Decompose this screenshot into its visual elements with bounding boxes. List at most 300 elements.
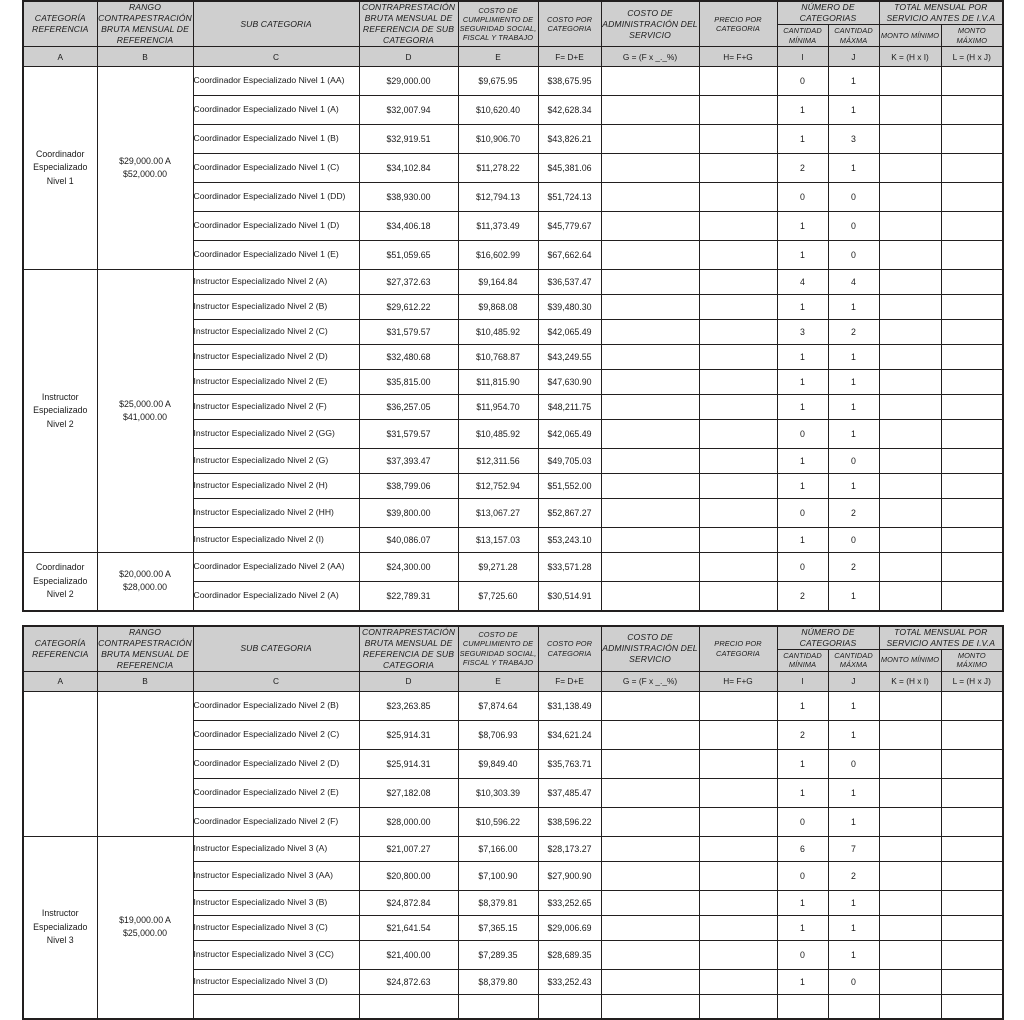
cell-sub-categoria: Coordinador Especializado Nivel 1 (B) [193,125,359,154]
cell-cantidad-maxima: 0 [828,183,879,212]
cell-contraprestacion-sub: $32,007.94 [359,96,458,125]
header-group-row [23,626,1003,650]
cell-monto-minimo [879,154,941,183]
cell-contraprestacion-sub: $21,641.54 [359,915,458,940]
cell-sub-categoria: Coordinador Especializado Nivel 1 (E) [193,241,359,270]
cell-cantidad-minima: 1 [777,778,828,807]
cell-costo-categoria: $34,621.24 [538,720,601,749]
cell-sub-categoria: Instructor Especializado Nivel 2 (HH) [193,499,359,528]
cell-cantidad-minima: 1 [777,295,828,320]
cell-precio-categoria [699,370,777,395]
cell-monto-minimo [879,749,941,778]
key-b: B [97,671,193,691]
cell-costo-categoria: $29,006.69 [538,915,601,940]
cell-cantidad-minima: 0 [777,183,828,212]
cell-costo-seguridad: $13,157.03 [458,528,538,553]
cell-monto-maximo [941,449,1003,474]
cell-monto-minimo [879,345,941,370]
cell-sub-categoria: Coordinador Especializado Nivel 2 (AA) [193,553,359,582]
cell-monto-minimo [879,915,941,940]
cell-cantidad-minima [777,994,828,1019]
cell-costo-seguridad: $12,794.13 [458,183,538,212]
cell-contraprestacion-sub: $38,799.06 [359,474,458,499]
rate-table-2-clip [22,625,1002,1003]
cell-categoria-referencia: Instructor Especializado Nivel 2 [23,270,97,553]
cell-sub-categoria: Instructor Especializado Nivel 3 (C) [193,915,359,940]
cell-costo-administracion [601,528,699,553]
cell-cantidad-minima: 6 [777,836,828,861]
cell-cantidad-minima: 0 [777,807,828,836]
cell-contraprestacion-sub: $51,059.65 [359,241,458,270]
cell-costo-administracion [601,749,699,778]
header-cantidad-maxima: CANTIDAD MÁXMA [828,649,879,671]
cell-monto-maximo [941,395,1003,420]
header-monto-minimo: MONTO MÍNIMO [879,25,941,47]
cell-cantidad-maxima: 1 [828,474,879,499]
cell-costo-categoria: $35,763.71 [538,749,601,778]
header-precio-categoria: PRECIO POR CATEGORIA [699,626,777,672]
header-costo-categoria: COSTO POR CATEGORIA [538,626,601,672]
cell-monto-minimo [879,420,941,449]
cell-precio-categoria [699,154,777,183]
header-costo-admin: COSTO DE ADMINISTRACIÓN DEL SERVICIO [601,1,699,47]
cell-monto-maximo [941,861,1003,890]
cell-costo-seguridad: $7,100.90 [458,861,538,890]
cell-costo-seguridad: $13,067.27 [458,499,538,528]
cell-costo-categoria: $37,485.47 [538,778,601,807]
cell-contraprestacion-sub: $25,914.31 [359,749,458,778]
cell-precio-categoria [699,67,777,96]
cell-costo-administracion [601,720,699,749]
cell-cantidad-maxima: 0 [828,449,879,474]
rate-table-2 [22,625,1004,1020]
cell-precio-categoria [699,241,777,270]
key-a: A [23,671,97,691]
cell-monto-maximo [941,915,1003,940]
cell-cantidad-minima: 2 [777,582,828,611]
cell-cantidad-minima: 1 [777,96,828,125]
header-sub-categoria: SUB CATEGORIA [193,626,359,672]
cell-sub-categoria: Coordinador Especializado Nivel 2 (C) [193,720,359,749]
key-a: A [23,47,97,67]
cell-costo-seguridad: $12,752.94 [458,474,538,499]
cell-precio-categoria [699,474,777,499]
cell-costo-seguridad: $8,379.81 [458,890,538,915]
cell-costo-administracion [601,212,699,241]
cell-cantidad-maxima: 1 [828,295,879,320]
cell-costo-administracion [601,915,699,940]
key-g: G = (F x _._%) [601,47,699,67]
cell-costo-administracion [601,449,699,474]
cell-precio-categoria [699,183,777,212]
cell-sub-categoria [193,994,359,1019]
cell-costo-categoria: $67,662.64 [538,241,601,270]
cell-monto-minimo [879,474,941,499]
cell-cantidad-maxima: 0 [828,969,879,994]
cell-cantidad-minima: 1 [777,370,828,395]
key-g: G = (F x _._%) [601,671,699,691]
cell-precio-categoria [699,528,777,553]
cell-contraprestacion-sub: $27,372.63 [359,270,458,295]
cell-sub-categoria: Coordinador Especializado Nivel 1 (C) [193,154,359,183]
cell-costo-categoria: $33,571.28 [538,553,601,582]
key-k: K = (H x I) [879,671,941,691]
cell-contraprestacion-sub: $25,914.31 [359,720,458,749]
cell-monto-maximo [941,807,1003,836]
cell-precio-categoria [699,395,777,420]
cell-monto-maximo [941,320,1003,345]
cell-sub-categoria: Coordinador Especializado Nivel 2 (F) [193,807,359,836]
cell-costo-seguridad [458,994,538,1019]
key-j: J [828,47,879,67]
cell-monto-minimo [879,890,941,915]
cell-costo-administracion [601,807,699,836]
cell-costo-categoria: $38,675.95 [538,67,601,96]
cell-precio-categoria [699,125,777,154]
cell-costo-seguridad: $7,289.35 [458,940,538,969]
cell-monto-maximo [941,890,1003,915]
cell-precio-categoria [699,994,777,1019]
cell-monto-maximo [941,499,1003,528]
cell-precio-categoria [699,836,777,861]
cell-sub-categoria: Coordinador Especializado Nivel 2 (D) [193,749,359,778]
header-categoria-referencia: CATEGORÍA REFERENCIA [23,1,97,47]
cell-cantidad-minima: 1 [777,449,828,474]
cell-monto-maximo [941,994,1003,1019]
cell-sub-categoria: Instructor Especializado Nivel 3 (AA) [193,861,359,890]
cell-contraprestacion-sub: $20,800.00 [359,861,458,890]
table-1-header [23,1,1003,67]
cell-categoria-referencia [23,691,97,836]
cell-sub-categoria: Coordinador Especializado Nivel 1 (AA) [193,67,359,96]
cell-monto-minimo [879,499,941,528]
cell-contraprestacion-sub: $21,400.00 [359,940,458,969]
cell-costo-seguridad: $9,868.08 [458,295,538,320]
cell-cantidad-maxima: 0 [828,212,879,241]
cell-sub-categoria: Coordinador Especializado Nivel 1 (DD) [193,183,359,212]
table-row [23,270,1003,295]
cell-monto-minimo [879,691,941,720]
cell-costo-administracion [601,270,699,295]
cell-costo-categoria: $47,630.90 [538,370,601,395]
column-key-row [23,47,1003,67]
cell-cantidad-maxima: 1 [828,807,879,836]
key-h: H= F+G [699,47,777,67]
key-f: F= D+E [538,47,601,67]
header-cantidad-maxima: CANTIDAD MÁXMA [828,25,879,47]
cell-cantidad-maxima: 0 [828,749,879,778]
cell-costo-administracion [601,778,699,807]
table-row [23,553,1003,582]
header-total-mensual: TOTAL MENSUAL POR SERVICIO ANTES DE I.V.A [879,1,1003,25]
cell-precio-categoria [699,691,777,720]
header-cantidad-minima: CANTIDAD MÍNIMA [777,25,828,47]
cell-costo-categoria [538,994,601,1019]
cell-costo-categoria: $27,900.90 [538,861,601,890]
cell-cantidad-minima: 0 [777,940,828,969]
cell-cantidad-minima: 1 [777,749,828,778]
cell-costo-seguridad: $8,706.93 [458,720,538,749]
cell-costo-administracion [601,994,699,1019]
cell-monto-minimo [879,395,941,420]
cell-contraprestacion-sub: $23,263.85 [359,691,458,720]
cell-costo-categoria: $42,065.49 [538,320,601,345]
cell-costo-seguridad: $11,954.70 [458,395,538,420]
cell-monto-minimo [879,994,941,1019]
header-costo-categoria: COSTO POR CATEGORIA [538,1,601,47]
cell-contraprestacion-sub: $31,579.57 [359,320,458,345]
cell-contraprestacion-sub: $32,480.68 [359,345,458,370]
header-precio-categoria: PRECIO POR CATEGORIA [699,1,777,47]
cell-cantidad-maxima: 1 [828,345,879,370]
cell-costo-categoria: $28,689.35 [538,940,601,969]
cell-costo-seguridad: $11,815.90 [458,370,538,395]
table-row [23,67,1003,96]
cell-rango-contraprestacion: $25,000.00 A $41,000.00 [97,270,193,553]
key-d: D [359,671,458,691]
cell-costo-seguridad: $7,166.00 [458,836,538,861]
cell-costo-categoria: $51,724.13 [538,183,601,212]
cell-monto-maximo [941,969,1003,994]
header-monto-maximo: MONTO MÁXIMO [941,649,1003,671]
cell-cantidad-maxima: 1 [828,154,879,183]
header-total-mensual: TOTAL MENSUAL POR SERVICIO ANTES DE I.V.A [879,626,1003,650]
cell-contraprestacion-sub: $38,930.00 [359,183,458,212]
header-costo-seguridad: COSTO DE CUMPLIMIENTO DE SEGURIDAD SOCIAL, FISCAL Y TRABAJO [458,626,538,672]
cell-sub-categoria: Instructor Especializado Nivel 3 (D) [193,969,359,994]
cell-monto-maximo [941,940,1003,969]
cell-cantidad-maxima: 1 [828,582,879,611]
cell-sub-categoria: Instructor Especializado Nivel 2 (F) [193,395,359,420]
cell-precio-categoria [699,807,777,836]
cell-contraprestacion-sub: $27,182.08 [359,778,458,807]
cell-costo-categoria: $33,252.43 [538,969,601,994]
cell-monto-maximo [941,125,1003,154]
cell-cantidad-minima: 2 [777,154,828,183]
cell-costo-categoria: $45,381.06 [538,154,601,183]
cell-sub-categoria: Instructor Especializado Nivel 3 (A) [193,836,359,861]
cell-costo-administracion [601,969,699,994]
cell-costo-categoria: $45,779.67 [538,212,601,241]
cell-cantidad-minima: 1 [777,212,828,241]
cell-cantidad-maxima: 1 [828,96,879,125]
cell-contraprestacion-sub: $39,800.00 [359,499,458,528]
cell-monto-minimo [879,836,941,861]
cell-costo-administracion [601,154,699,183]
cell-cantidad-maxima: 1 [828,915,879,940]
key-j: J [828,671,879,691]
cell-cantidad-maxima: 2 [828,861,879,890]
cell-monto-minimo [879,67,941,96]
cell-costo-administracion [601,940,699,969]
cell-costo-categoria: $42,628.34 [538,96,601,125]
cell-cantidad-minima: 0 [777,553,828,582]
cell-categoria-referencia: Coordinador Especializado Nivel 2 [23,553,97,611]
cell-precio-categoria [699,778,777,807]
cell-monto-minimo [879,807,941,836]
key-f: F= D+E [538,671,601,691]
cell-monto-minimo [879,320,941,345]
cell-precio-categoria [699,295,777,320]
cell-costo-administracion [601,345,699,370]
cell-precio-categoria [699,420,777,449]
cell-contraprestacion-sub: $22,789.31 [359,582,458,611]
cell-precio-categoria [699,915,777,940]
cell-costo-categoria: $51,552.00 [538,474,601,499]
table-1-body [23,67,1003,611]
key-d: D [359,47,458,67]
cell-monto-maximo [941,183,1003,212]
cell-precio-categoria [699,320,777,345]
cell-costo-seguridad: $8,379.80 [458,969,538,994]
cell-costo-seguridad: $10,620.40 [458,96,538,125]
cell-precio-categoria [699,449,777,474]
cell-costo-seguridad: $7,365.15 [458,915,538,940]
cell-contraprestacion-sub [359,994,458,1019]
cell-costo-categoria: $48,211.75 [538,395,601,420]
cell-cantidad-maxima: 0 [828,528,879,553]
cell-precio-categoria [699,212,777,241]
cell-cantidad-maxima: 1 [828,890,879,915]
cell-costo-administracion [601,836,699,861]
key-i: I [777,671,828,691]
cell-costo-seguridad: $9,675.95 [458,67,538,96]
cell-costo-administracion [601,420,699,449]
cell-costo-administracion [601,96,699,125]
cell-costo-categoria: $38,596.22 [538,807,601,836]
header-group-row [23,1,1003,25]
header-categoria-referencia: CATEGORÍA REFERENCIA [23,626,97,672]
key-b: B [97,47,193,67]
header-monto-maximo: MONTO MÁXIMO [941,25,1003,47]
cell-costo-categoria: $52,867.27 [538,499,601,528]
cell-cantidad-maxima: 1 [828,940,879,969]
cell-precio-categoria [699,499,777,528]
cell-cantidad-minima: 1 [777,915,828,940]
cell-sub-categoria: Coordinador Especializado Nivel 2 (E) [193,778,359,807]
header-costo-admin: COSTO DE ADMINISTRACIÓN DEL SERVICIO [601,626,699,672]
cell-monto-minimo [879,720,941,749]
cell-costo-administracion [601,691,699,720]
cell-monto-maximo [941,241,1003,270]
cell-cantidad-maxima: 1 [828,420,879,449]
cell-monto-minimo [879,241,941,270]
cell-cantidad-maxima: 1 [828,395,879,420]
cell-monto-minimo [879,861,941,890]
cell-costo-seguridad: $12,311.56 [458,449,538,474]
cell-sub-categoria: Coordinador Especializado Nivel 2 (A) [193,582,359,611]
cell-monto-maximo [941,528,1003,553]
cell-contraprestacion-sub: $24,872.63 [359,969,458,994]
cell-costo-administracion [601,67,699,96]
cell-sub-categoria: Instructor Especializado Nivel 2 (C) [193,320,359,345]
cell-costo-seguridad: $7,874.64 [458,691,538,720]
cell-sub-categoria: Instructor Especializado Nivel 2 (H) [193,474,359,499]
cell-costo-administracion [601,474,699,499]
cell-costo-seguridad: $10,768.87 [458,345,538,370]
cell-rango-contraprestacion [97,691,193,836]
cell-monto-maximo [941,370,1003,395]
cell-costo-categoria: $49,705.03 [538,449,601,474]
cell-rango-contraprestacion: $19,000.00 A $25,000.00 [97,836,193,1019]
cell-costo-categoria: $30,514.91 [538,582,601,611]
cell-contraprestacion-sub: $21,007.27 [359,836,458,861]
cell-costo-seguridad: $10,485.92 [458,420,538,449]
cell-contraprestacion-sub: $24,872.84 [359,890,458,915]
cell-contraprestacion-sub: $29,612.22 [359,295,458,320]
cell-precio-categoria [699,890,777,915]
cell-monto-maximo [941,553,1003,582]
cell-precio-categoria [699,553,777,582]
cell-monto-maximo [941,154,1003,183]
cell-costo-seguridad: $10,485.92 [458,320,538,345]
cell-cantidad-maxima: 1 [828,720,879,749]
cell-categoria-referencia: Coordinador Especializado Nivel 1 [23,67,97,270]
cell-sub-categoria: Coordinador Especializado Nivel 1 (A) [193,96,359,125]
cell-monto-minimo [879,582,941,611]
key-c: C [193,47,359,67]
cell-monto-maximo [941,836,1003,861]
header-numero-categorias: NÚMERO DE CATEGORIAS [777,626,879,650]
header-contraprestacion-sub: CONTRAPRESTACIÓN BRUTA MENSUAL DE REFERENCIA DE SUB CATEGORIA [359,1,458,47]
cell-costo-seguridad: $16,602.99 [458,241,538,270]
cell-cantidad-minima: 4 [777,270,828,295]
cell-monto-minimo [879,940,941,969]
cell-monto-minimo [879,295,941,320]
cell-monto-minimo [879,96,941,125]
header-rango: RANGO CONTRAPESTRACIÓN BRUTA MENSUAL DE REFERENCIA [97,1,193,47]
cell-cantidad-minima: 1 [777,691,828,720]
cell-monto-minimo [879,553,941,582]
cell-precio-categoria [699,345,777,370]
cell-costo-categoria: $33,252.65 [538,890,601,915]
cell-contraprestacion-sub: $35,815.00 [359,370,458,395]
cell-contraprestacion-sub: $32,919.51 [359,125,458,154]
cell-monto-minimo [879,969,941,994]
header-rango: RANGO CONTRAPESTRACIÓN BRUTA MENSUAL DE REFERENCIA [97,626,193,672]
cell-costo-administracion [601,395,699,420]
cell-cantidad-maxima: 0 [828,241,879,270]
cell-sub-categoria: Instructor Especializado Nivel 2 (B) [193,295,359,320]
cell-costo-categoria: $53,243.10 [538,528,601,553]
cell-contraprestacion-sub: $37,393.47 [359,449,458,474]
cell-contraprestacion-sub: $34,406.18 [359,212,458,241]
cell-monto-maximo [941,295,1003,320]
cell-cantidad-maxima: 1 [828,691,879,720]
cell-monto-minimo [879,183,941,212]
cell-cantidad-minima: 1 [777,528,828,553]
cell-costo-administracion [601,582,699,611]
cell-cantidad-minima: 1 [777,969,828,994]
cell-costo-categoria: $28,173.27 [538,836,601,861]
rate-table-1 [22,0,1004,612]
table-row [23,836,1003,861]
cell-monto-maximo [941,691,1003,720]
header-cantidad-minima: CANTIDAD MÍNIMA [777,649,828,671]
cell-monto-maximo [941,67,1003,96]
cell-cantidad-maxima: 2 [828,320,879,345]
cell-costo-administracion [601,241,699,270]
key-k: K = (H x I) [879,47,941,67]
cell-sub-categoria: Coordinador Especializado Nivel 1 (D) [193,212,359,241]
cell-sub-categoria: Instructor Especializado Nivel 2 (A) [193,270,359,295]
cell-cantidad-minima: 1 [777,125,828,154]
header-contraprestacion-sub: CONTRAPRESTACIÓN BRUTA MENSUAL DE REFERENCIA DE SUB CATEGORIA [359,626,458,672]
cell-costo-seguridad: $9,849.40 [458,749,538,778]
cell-costo-administracion [601,890,699,915]
cell-monto-maximo [941,270,1003,295]
column-key-row [23,671,1003,691]
